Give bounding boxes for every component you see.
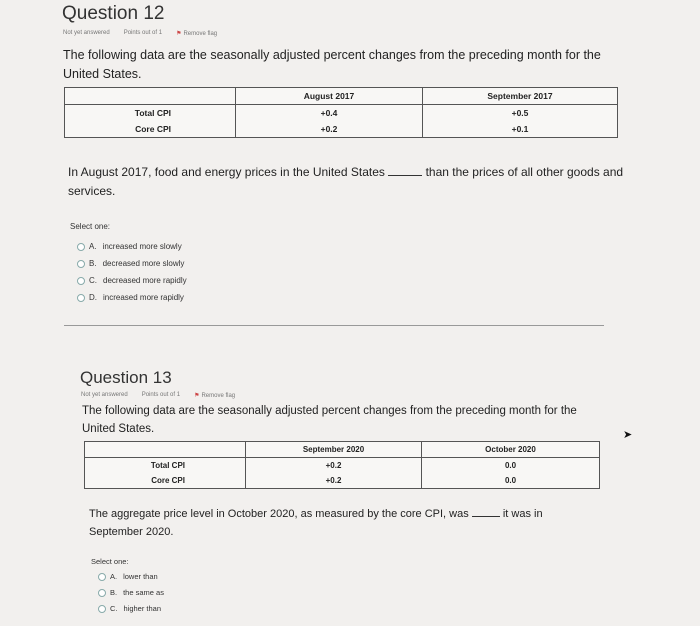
question-13-title: Question 13 (80, 368, 172, 387)
question-13-intro: The following data are the seasonally adjusted percent changes from the preceding month for the United States. (82, 405, 577, 435)
radio-button[interactable] (77, 260, 85, 268)
remove-flag-link[interactable] (176, 30, 217, 37)
table-cell: +0.5 (423, 105, 618, 122)
option-letter: D. (89, 293, 97, 302)
option-c[interactable] (77, 276, 187, 285)
select-one-label: Select one: (70, 222, 111, 231)
remove-flag-label: Remove flag (183, 31, 218, 37)
question-13-stem (89, 505, 569, 541)
option-b[interactable] (77, 259, 184, 268)
option-a[interactable] (98, 572, 158, 581)
table-row (85, 458, 600, 474)
table-header-empty (65, 88, 236, 105)
radio-button[interactable] (77, 277, 85, 285)
points-text: Points out of 1 (141, 392, 181, 398)
table-cell: +0.1 (423, 121, 618, 138)
option-text: the same as (123, 588, 164, 597)
option-text: decreased more slowly (102, 259, 185, 268)
option-a[interactable] (77, 242, 182, 251)
option-b[interactable] (98, 588, 164, 597)
radio-button[interactable] (77, 294, 85, 302)
question-12-stem (68, 163, 628, 201)
option-letter: B. (89, 259, 97, 268)
table-header: August 2017 (236, 88, 423, 105)
option-c[interactable] (98, 604, 161, 613)
table-header: September 2020 (246, 442, 422, 458)
option-text: lower than (123, 572, 158, 581)
remove-flag-label: Remove flag (201, 393, 236, 399)
table-cell: 0.0 (422, 458, 600, 474)
option-text: increased more rapidly (103, 293, 184, 302)
radio-button[interactable] (77, 243, 85, 251)
points-text: Points out of 1 (123, 30, 163, 36)
option-text: increased more slowly (102, 242, 182, 251)
radio-button[interactable] (98, 605, 106, 613)
stem-text: In August 2017, food and energy prices in the United States (68, 165, 385, 179)
option-d[interactable] (77, 293, 184, 302)
table-row (85, 473, 600, 489)
question-13-meta (81, 392, 235, 399)
select-one-label: Select one: (91, 557, 129, 566)
question-13-table (84, 441, 600, 489)
mouse-cursor-icon: ➤ (623, 429, 633, 441)
row-label: Total CPI (65, 105, 236, 122)
radio-button[interactable] (98, 589, 106, 597)
answer-blank (472, 506, 500, 517)
stem-text: than the prices of all other goods and services. (68, 165, 624, 198)
table-header-empty (85, 442, 246, 458)
table-header: September 2017 (423, 88, 618, 105)
option-text: higher than (123, 604, 162, 613)
radio-button[interactable] (98, 573, 106, 581)
row-label: Total CPI (85, 458, 246, 474)
option-letter: B. (110, 588, 118, 597)
table-cell: +0.2 (236, 121, 423, 138)
table-cell: +0.2 (246, 473, 422, 489)
status-text: Not yet answered (63, 30, 110, 36)
status-text: Not yet answered (81, 392, 128, 398)
question-12-meta (63, 30, 217, 37)
row-label: Core CPI (65, 121, 236, 138)
answer-blank (388, 165, 422, 176)
question-12-intro: The following data are the seasonally adjusted percent changes from the preceding month for the United States. (63, 48, 601, 81)
flag-icon: ⚑ (176, 31, 182, 37)
table-cell: +0.2 (246, 458, 422, 474)
flag-icon: ⚑ (194, 393, 200, 399)
question-12-table (64, 87, 618, 138)
table-row (65, 121, 618, 138)
question-divider (64, 325, 604, 326)
option-letter: C. (110, 604, 118, 613)
stem-text: The aggregate price level in October 2020, as measured by the core CPI, was (89, 508, 469, 520)
table-row (65, 105, 618, 122)
table-cell: +0.4 (236, 105, 423, 122)
row-label: Core CPI (85, 473, 246, 489)
table-cell: 0.0 (422, 473, 600, 489)
option-text: decreased more rapidly (103, 276, 187, 285)
remove-flag-link[interactable] (194, 392, 235, 399)
stem-text: it was in September 2020. (89, 508, 543, 538)
option-letter: A. (89, 242, 97, 251)
question-12-title: Question 12 (62, 3, 165, 24)
option-letter: A. (110, 572, 118, 581)
table-header: October 2020 (422, 442, 600, 458)
option-letter: C. (89, 276, 97, 285)
